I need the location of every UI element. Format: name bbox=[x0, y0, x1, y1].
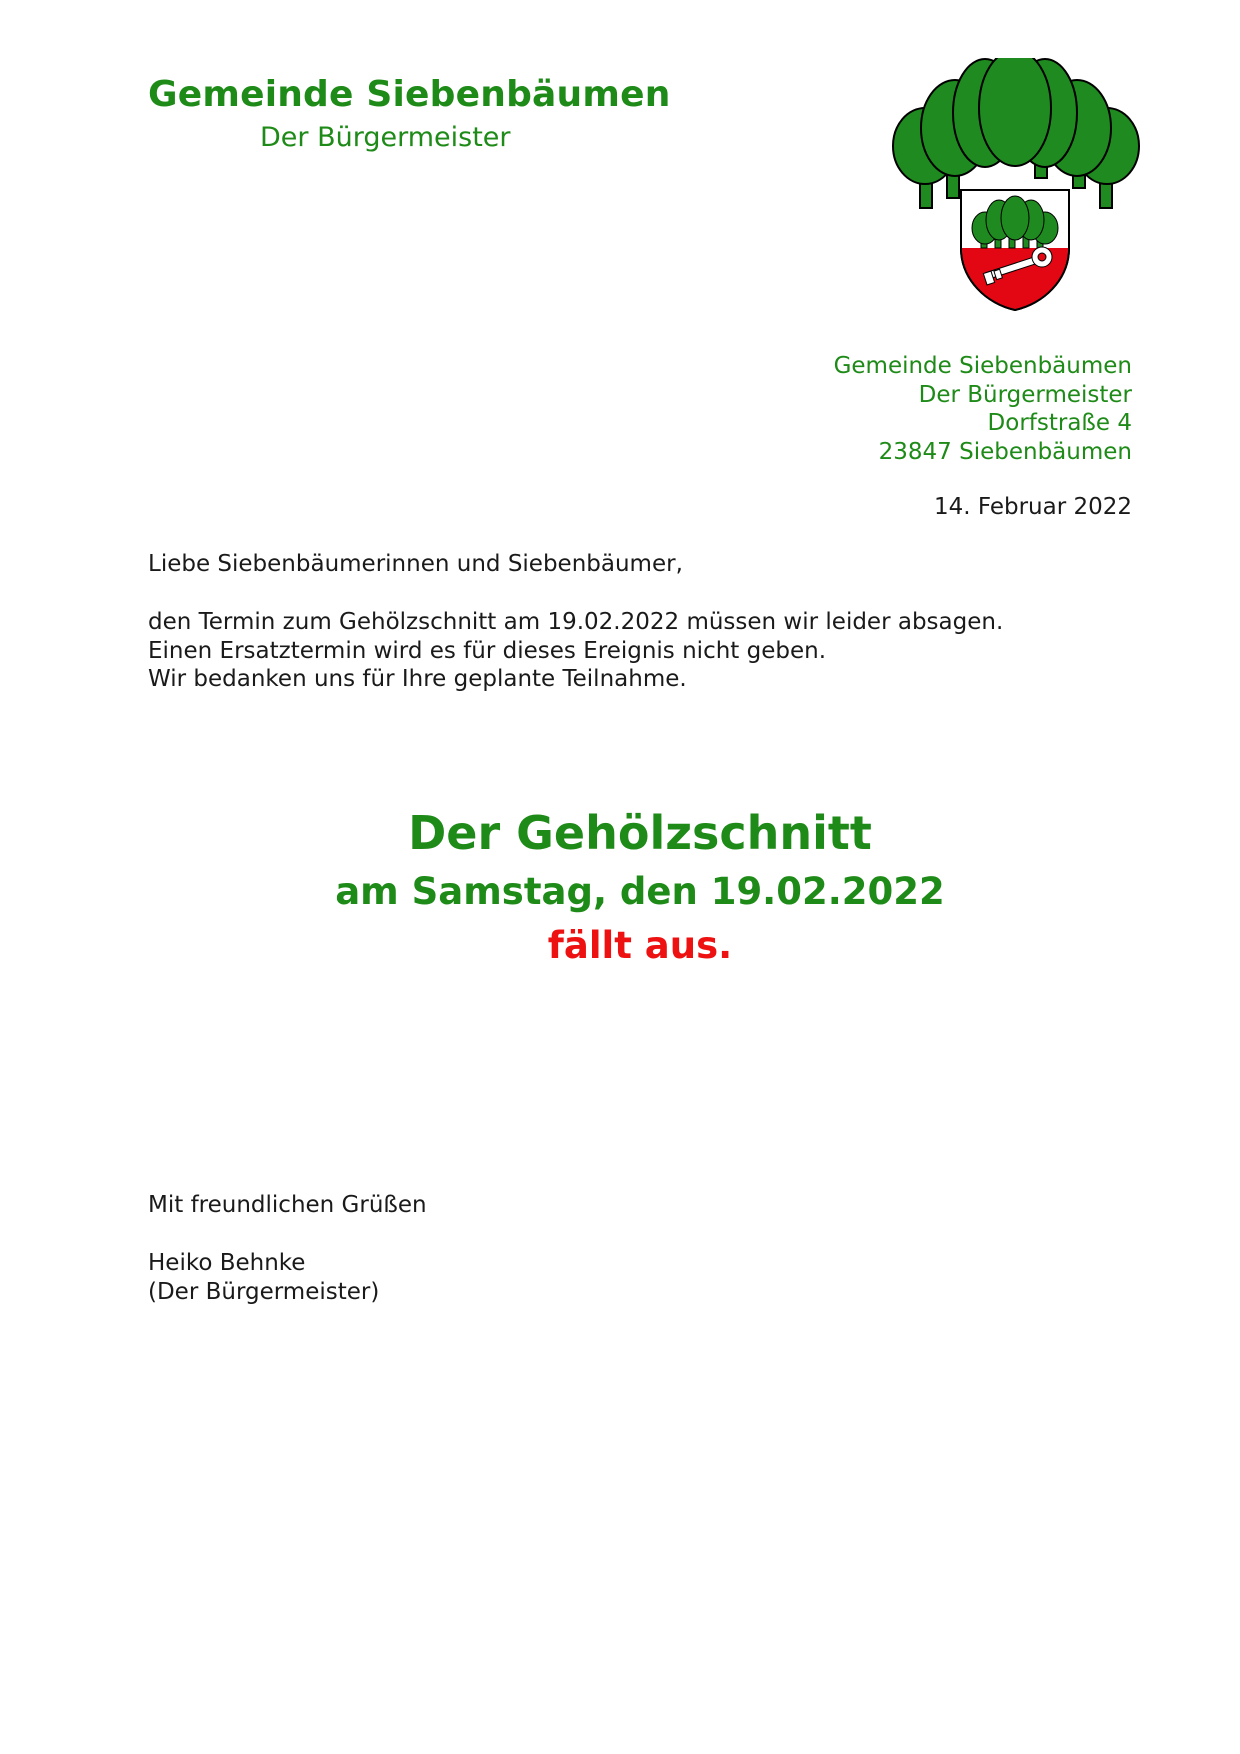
signature-name: Heiko Behnke bbox=[148, 1250, 306, 1276]
address-line: Gemeinde Siebenbäumen bbox=[833, 353, 1132, 379]
letter-date: 14. Februar 2022 bbox=[933, 494, 1132, 520]
header-subtitle: Der Bürgermeister bbox=[260, 122, 511, 153]
headline-date: am Samstag, den 19.02.2022 bbox=[335, 870, 945, 913]
sender-address bbox=[834, 352, 1132, 466]
signature bbox=[148, 1249, 379, 1306]
address-line: 23847 Siebenbäumen bbox=[878, 438, 1132, 465]
shield-icon bbox=[961, 190, 1069, 310]
body-line: den Termin zum Gehölzschnitt am 19.02.2022 müssen wir leider absagen. bbox=[148, 609, 1004, 635]
header-title: Gemeinde Siebenbäumen bbox=[148, 74, 671, 115]
closing: Mit freundlichen Grüßen bbox=[148, 1192, 427, 1218]
signature-role: (Der Bürgermeister) bbox=[148, 1278, 380, 1305]
headline-cancelled: fällt aus. bbox=[547, 924, 733, 967]
address-line: Dorfstraße 4 bbox=[987, 410, 1132, 436]
body-line: Einen Ersatztermin wird es für dieses Ereignis nicht geben. bbox=[148, 637, 827, 664]
body-line: Wir bedanken uns für Ihre geplante Teilnahme. bbox=[148, 666, 687, 692]
headline-title: Der Gehölzschnitt bbox=[408, 806, 872, 860]
address-line: Der Bürgermeister bbox=[918, 381, 1132, 408]
tree-canopy bbox=[893, 58, 1139, 184]
salutation: Liebe Siebenbäumerinnen und Siebenbäumer, bbox=[148, 551, 683, 577]
coat-of-arms-logo bbox=[885, 58, 1145, 314]
letter-body bbox=[148, 608, 1003, 694]
